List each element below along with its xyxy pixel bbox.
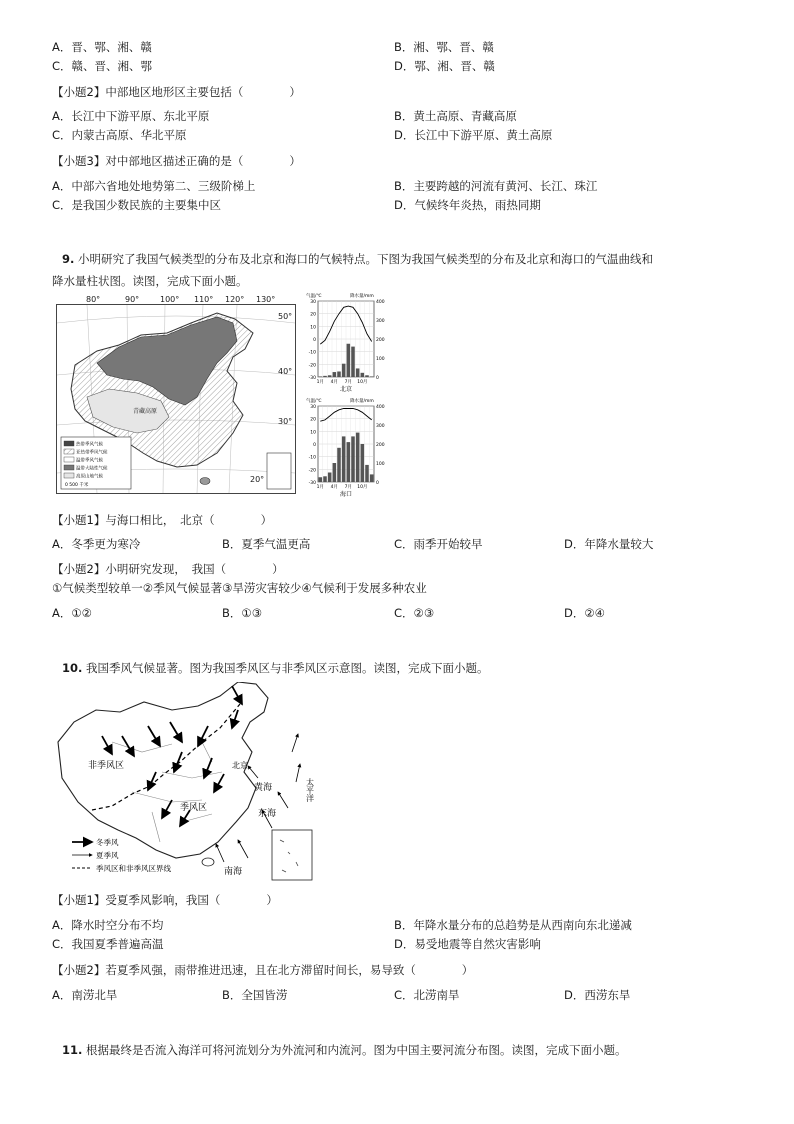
q9-s2-items: ①气候类型较单一②季风气候显著③旱涝灾害较少④气候利于发展多种农业: [52, 581, 427, 595]
q8-s2-option-c: C．内蒙古高原、华北平原: [52, 128, 187, 142]
precip-bar: [328, 375, 332, 377]
month-label: 7月: [344, 485, 353, 490]
q10-s1-option-c: C．我国夏季普遍高温: [52, 937, 164, 951]
precip-bar: [370, 474, 374, 482]
lon-90: 90°: [125, 295, 140, 304]
month-label: 4月: [330, 380, 339, 385]
temp-tick-label: -30: [308, 481, 316, 486]
q8-s1-option-b: B．湘、鄂、晋、赣: [394, 40, 494, 54]
lon-110: 110°: [194, 295, 214, 304]
precip-bar: [356, 433, 360, 482]
q9-s2-stem: 【小题2】小明研究发现， 我国（ ）: [52, 562, 284, 576]
q10-s1-option-a: A．降水时空分布不均: [52, 918, 164, 932]
q9-stem-text: 小明研究了我国气候类型的分布及北京和海口的气候特点。下图为我国气候类型的分布及北京和海口的气温曲线和: [78, 252, 654, 266]
climate-type-map: [56, 304, 296, 494]
q9-s2-option-d: D．②④: [564, 606, 605, 620]
q10-s2-option-c: C．北涝南旱: [394, 988, 460, 1002]
precip-tick-label: 100: [376, 357, 385, 362]
precip-bar: [347, 344, 351, 377]
precip-tick-label: 100: [376, 462, 385, 467]
q9-s2-option-b: B．①③: [222, 606, 263, 620]
q10-s2-stem: 【小题2】若夏季风强，雨带推进迅速，且在北方滞留时间长，易导致（ ）: [52, 963, 474, 977]
q8-s2-option-d: D．长江中下游平原、黄土高原: [394, 128, 553, 142]
lon-130: 130°: [256, 295, 276, 304]
q9-stem-line1: [62, 251, 653, 267]
temp-tick-label: -30: [308, 376, 316, 381]
label-donghai: 东海: [258, 809, 277, 819]
precip-bar: [365, 375, 369, 377]
q8-s3-option-a: A．中部六省地处地势第二、三级阶梯上: [52, 179, 256, 193]
month-label: 10月: [357, 485, 368, 490]
temp-tick-label: 0: [313, 443, 316, 448]
temp-axis-title: 气温/℃: [306, 399, 322, 404]
city-label: 海口: [339, 491, 353, 498]
climate-map-legend: [61, 437, 131, 489]
precip-axis-title: 降水量/mm: [350, 294, 374, 299]
lon-100: 100°: [160, 295, 180, 304]
label-nanhai: 南海: [224, 867, 243, 877]
month-label: 1月: [316, 380, 325, 385]
precip-bar: [333, 463, 337, 482]
temp-tick-label: 20: [310, 417, 316, 423]
temp-axis-title: 气温/℃: [306, 294, 322, 299]
precip-bar: [319, 376, 323, 377]
city-label: 北京: [339, 386, 353, 393]
precip-bar: [351, 347, 355, 377]
precip-bar: [337, 448, 341, 482]
haikou-climate-chart: [300, 394, 388, 499]
q9-s2-option-c: C．②③: [394, 606, 435, 620]
label-non-monsoon: 非季风区: [88, 761, 125, 771]
precip-bar: [323, 476, 327, 482]
q9-stem-line2: 降水量柱状图。读图，完成下面小题。: [52, 274, 248, 288]
precip-bar: [342, 436, 346, 482]
q8-s1-option-a: A．晋、鄂、湘、赣: [52, 40, 152, 54]
month-label: 10月: [357, 380, 368, 385]
temp-tick-label: 10: [310, 430, 316, 436]
temp-tick-label: -20: [308, 468, 316, 474]
precip-tick-label: 300: [376, 319, 385, 324]
lat-50: 50°: [278, 312, 293, 321]
q10-number: 10.: [62, 661, 83, 675]
label-huanghai: 黄海: [254, 783, 273, 793]
monsoon-map: [52, 682, 324, 882]
q10-s1-option-b: B．年降水量分布的总趋势是从西南向东北递减: [394, 918, 632, 932]
precip-bar: [328, 473, 332, 483]
q8-s2-option-b: B．黄土高原、青藏高原: [394, 109, 517, 123]
q8-s3-stem: 【小题3】对中部地区描述正确的是（ ）: [52, 154, 301, 168]
precip-bar: [347, 442, 351, 482]
legend-summer: 夏季风: [96, 851, 119, 860]
label-pacific: 太平洋: [305, 778, 315, 802]
q9-number: 9.: [62, 252, 75, 266]
precip-tick-label: 400: [376, 300, 385, 305]
precip-bar: [361, 373, 365, 377]
q10-s2-option-a: A．南涝北旱: [52, 988, 118, 1002]
precip-bar: [365, 465, 369, 482]
precip-bar: [356, 368, 360, 377]
legend-item-3: 温带季风气候: [76, 458, 103, 464]
precip-bar: [319, 477, 323, 482]
precip-tick-label: 0: [376, 376, 379, 381]
temp-tick-label: 30: [310, 405, 316, 410]
label-beijing: 北京: [232, 761, 248, 770]
precip-tick-label: 300: [376, 424, 385, 429]
q10-stem-text: 我国季风气候显著。图为我国季风区与非季风区示意图。读图，完成下面小题。: [86, 661, 489, 675]
q9-s1-option-c: C．雨季开始较早: [394, 537, 483, 551]
q8-s1-option-c: C．赣、晋、湘、鄂: [52, 59, 153, 73]
map-region-label: 青藏高原: [133, 408, 158, 415]
q10-s2-option-b: B．全国皆涝: [222, 988, 288, 1002]
temp-tick-label: -10: [308, 350, 316, 356]
lon-120: 120°: [225, 295, 245, 304]
q10-s2-option-d: D．西涝东旱: [564, 988, 631, 1002]
temp-tick-label: 30: [310, 300, 316, 305]
lat-40: 40°: [278, 367, 293, 376]
q9-s1-option-d: D．年降水量较大: [564, 537, 654, 551]
month-label: 4月: [330, 485, 339, 490]
legend-scale: 0 500 千米: [65, 483, 89, 488]
lat-20: 20°: [250, 475, 265, 484]
q8-s3-option-c: C．是我国少数民族的主要集中区: [52, 198, 222, 212]
q8-s2-stem: 【小题2】中部地区地形区主要包括（ ）: [52, 85, 301, 99]
q10-s1-stem: 【小题1】受夏季风影响，我国（ ）: [52, 893, 278, 907]
q8-s1-option-d: D．鄂、湘、晋、赣: [394, 59, 495, 73]
label-monsoon: 季风区: [180, 803, 208, 813]
precip-bar: [337, 371, 341, 377]
q9-s2-option-a: A．①②: [52, 606, 92, 620]
q8-s3-option-d: D．气候终年炎热，雨热同期: [394, 198, 541, 212]
legend-item-4: 温带大陆性气候: [76, 466, 108, 472]
legend-winter: 冬季风: [96, 838, 119, 847]
precip-bar: [323, 376, 327, 377]
q9-s1-option-a: A．冬季更为寒冷: [52, 537, 141, 551]
temp-tick-label: -10: [308, 455, 316, 461]
precip-bar: [370, 376, 374, 377]
legend-item-1: 热带季风气候: [76, 442, 103, 448]
temp-tick-label: 20: [310, 312, 316, 318]
q9-s1-option-b: B．夏季气温更高: [222, 537, 311, 551]
precip-bar: [333, 372, 337, 377]
q9-s1-stem: 【小题1】与海口相比， 北京（ ）: [52, 513, 273, 527]
precip-bar: [351, 436, 355, 482]
month-label: 7月: [344, 380, 353, 385]
precip-tick-label: 0: [376, 481, 379, 486]
legend-item-5: 高原山地气候: [76, 474, 103, 480]
temp-tick-label: -20: [308, 363, 316, 369]
precip-bar: [342, 364, 346, 377]
legend-item-2: 亚热带季风气候: [76, 450, 108, 456]
lat-30: 30°: [278, 417, 293, 426]
temp-tick-label: 0: [313, 338, 316, 343]
q11-stem-text: 根据最终是否流入海洋可将河流划分为外流河和内流河。图为中国主要河流分布图。读图，完成下面小题。: [86, 1043, 627, 1057]
q11-number: 11.: [62, 1043, 83, 1057]
q11-stem: [62, 1042, 627, 1058]
lon-80: 80°: [86, 295, 101, 304]
precip-tick-label: 400: [376, 405, 385, 410]
precip-bar: [361, 444, 365, 482]
q8-s3-option-b: B．主要跨越的河流有黄河、长江、珠江: [394, 179, 598, 193]
precip-axis-title: 降水量/mm: [350, 399, 374, 404]
q10-s1-option-d: D．易受地震等自然灾害影响: [394, 937, 541, 951]
temp-tick-label: 10: [310, 325, 316, 331]
q8-s2-option-a: A．长江中下游平原、东北平原: [52, 109, 210, 123]
precip-tick-label: 200: [376, 443, 385, 448]
legend-boundary: 季风区和非季风区界线: [96, 864, 171, 873]
beijing-climate-chart: [300, 289, 388, 394]
month-label: 1月: [316, 485, 325, 490]
precip-tick-label: 200: [376, 338, 385, 343]
q10-stem: [62, 660, 489, 676]
